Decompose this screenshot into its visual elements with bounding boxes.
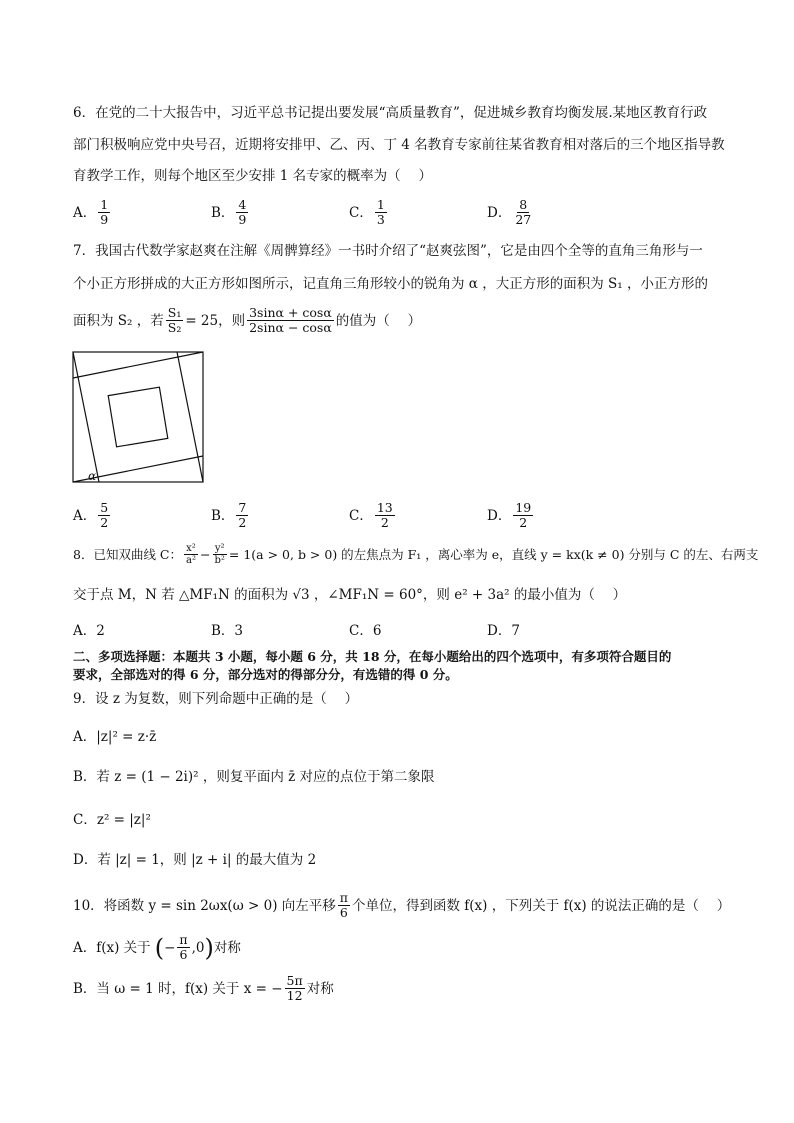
q6-line2: 部门积极响应党中央号召，近期将安排甲、乙、丙、丁 4 名教育专家前往某省教育相对落后的三个地区指导教	[73, 137, 725, 153]
q7-option-d-label: D．	[487, 507, 512, 524]
q7-option-c-num: 13	[376, 500, 393, 515]
q7-option-c-label: C．	[349, 507, 373, 524]
q10-option-a-sign: −	[164, 939, 176, 956]
q8-option-a: A．2	[73, 623, 105, 639]
triangle-line-4	[73, 352, 99, 482]
q7-line3-b: = 25，则	[185, 312, 246, 329]
q10-option-a-text: A．f(x) 关于	[73, 939, 151, 956]
section2-heading-line1: 二、多项选择题：本题共 3 小题，每小题 6 分，共 18 分，在每小题给出的四个选项中，有多项符合题目的	[73, 649, 672, 664]
q7-expr-fraction	[247, 306, 334, 335]
q7-ratio-den: S₂	[167, 320, 182, 335]
q7-option-d	[487, 501, 535, 530]
q10-option-b-num: 5π	[286, 973, 303, 988]
triangle-line-2	[177, 352, 203, 482]
q6-option-a-label: A．	[73, 204, 97, 221]
q7-option-a-den: 2	[100, 515, 109, 530]
q10-shift-num: π	[339, 890, 348, 905]
q7-option-c-value	[375, 501, 395, 530]
q8-line1-b: = 1(a > 0, b > 0) 的左焦点为 F₁ ，离心率为 e，直线 y = kx(k ≠ 0) 分别与 C 的左、右两支	[228, 546, 759, 562]
q10-stem-a: 10．将函数 y = sin 2ωx(ω > 0) 向左平移	[73, 897, 336, 914]
q7-line2: 个小正方形拼成的大正方形如图所示，记直角三角形较小的锐角为 α ，大正方形的面积为 S₁ ，小正方形的	[73, 276, 708, 292]
q6-option-d-label: D．	[487, 204, 512, 221]
q10-option-a-den: 6	[179, 947, 188, 962]
q8-x-fraction	[184, 543, 198, 566]
q7-option-b	[211, 501, 250, 530]
q10-stem	[73, 891, 730, 920]
q7-option-d-value	[513, 501, 533, 530]
q8-y-den: b²	[214, 555, 225, 566]
q6-option-b-num: 4	[238, 197, 247, 212]
q10-stem-b: 个单位，得到函数 f(x) ，下列关于 f(x) 的说法正确的是（ ）	[351, 897, 731, 914]
q10-option-a-paren-open: (	[154, 933, 165, 962]
q7-ratio-fraction	[166, 306, 184, 335]
q10-option-b-den: 12	[286, 988, 303, 1003]
q7-option-c-den: 2	[380, 515, 389, 530]
q6-option-d	[487, 198, 535, 227]
q6-option-b	[211, 198, 250, 227]
q10-shift-den: 6	[339, 905, 348, 920]
zhao-shuang-diagram	[70, 349, 208, 485]
q8-option-d: D．7	[487, 623, 520, 639]
q6-option-c	[349, 198, 389, 227]
q10-option-a-rest: ,0	[191, 939, 205, 956]
q6-option-a-num: 1	[100, 197, 109, 212]
q6-option-a	[73, 198, 112, 227]
q6-option-b-label: B．	[211, 204, 235, 221]
q6-option-c-label: C．	[349, 204, 373, 221]
q10-option-b-text: B．当 ω = 1 时，f(x) 关于 x = −	[73, 980, 283, 997]
q7-line3-a: 面积为 S₂ ，若	[73, 312, 164, 329]
q7-expr-num: 3sinα + cosα	[249, 305, 332, 320]
q6-option-d-value	[513, 198, 533, 227]
triangle-line-3	[73, 352, 203, 378]
q7-option-b-den: 2	[238, 515, 247, 530]
q8-option-b: B．3	[211, 623, 244, 639]
q8-option-c: C．6	[349, 623, 382, 639]
q7-expr-den: 2sinα − cosα	[249, 320, 332, 335]
q10-option-a-suffix: 对称	[213, 939, 241, 956]
q7-ratio-num: S₁	[167, 305, 182, 320]
q7-option-c	[349, 501, 397, 530]
q10-option-b-suffix: 对称	[306, 980, 334, 997]
q8-y-num: y²	[214, 543, 225, 554]
q8-minus: −	[199, 546, 211, 562]
alpha-label: α	[88, 469, 97, 483]
q9-option-c: C．z² = |z|²	[73, 812, 151, 828]
q7-line3-c: 的值为（ ）	[335, 312, 422, 329]
section2-heading-line2: 要求，全部选对的得 6 分，部分选对的得部分分，有选错的得 0 分。	[73, 667, 458, 682]
q8-y-fraction	[212, 543, 226, 566]
q10-shift-fraction	[338, 891, 350, 920]
q10-option-a-num: π	[179, 932, 188, 947]
q6-option-c-value	[375, 198, 387, 227]
q7-option-b-num: 7	[238, 500, 247, 515]
q9-option-b: B．若 z = (1 − 2i)² ，则复平面内 z̄ 对应的点位于第二象限	[73, 769, 435, 785]
q8-line2: 交于点 M，N 若 △MF₁N 的面积为 √3 ，∠MF₁N = 60°，则 e² + 3a² 的最小值为（ ）	[73, 587, 627, 603]
q10-option-a	[73, 933, 241, 962]
q7-line3	[73, 306, 421, 335]
q10-option-b	[73, 974, 334, 1003]
q6-option-c-num: 1	[376, 197, 385, 212]
q10-option-a-fraction	[177, 933, 189, 962]
q6-option-d-num: 8	[519, 197, 528, 212]
large-square	[73, 352, 203, 482]
q9-stem: 9．设 z 为复数，则下列命题中正确的是（ ）	[73, 691, 359, 707]
q7-option-a-num: 5	[100, 500, 109, 515]
q7-option-b-value	[236, 501, 248, 530]
q7-option-a	[73, 501, 112, 530]
q6-option-b-value	[236, 198, 248, 227]
q7-option-a-label: A．	[73, 507, 97, 524]
q9-option-d: D．若 |z| = 1，则 |z + i| 的最大值为 2	[73, 852, 317, 868]
q6-line3: 育教学工作，则每个地区至少安排 1 名专家的概率为（ ）	[73, 168, 432, 184]
q6-option-b-den: 9	[238, 212, 247, 227]
q10-option-a-paren-close: )	[204, 933, 214, 962]
q7-option-b-label: B．	[211, 507, 235, 524]
q8-line1	[73, 543, 758, 566]
q7-option-d-den: 2	[519, 515, 528, 530]
q6-option-a-den: 9	[100, 212, 109, 227]
small-square	[108, 387, 168, 447]
q7-option-d-num: 19	[515, 500, 532, 515]
q6-line1: 6．在党的二十大报告中，习近平总书记提出要发展“高质量教育”，促进城乡教育均衡发展.某地区教育行政	[73, 105, 708, 121]
q6-option-d-den: 27	[515, 212, 532, 227]
q7-option-a-value	[98, 501, 110, 530]
q8-x-den: a²	[186, 555, 196, 566]
q7-line1: 7．我国古代数学家赵爽在注解《周髀算经》一书时介绍了“赵爽弦图”，它是由四个全等的直角三角形与一	[73, 243, 703, 259]
q9-option-a: A．|z|² = z·z̄	[73, 729, 157, 745]
q6-option-a-value	[98, 198, 110, 227]
q10-option-b-fraction	[285, 974, 305, 1003]
q6-option-c-den: 3	[376, 212, 385, 227]
q8-x-num: x²	[186, 543, 196, 554]
q8-line1-a: 8．已知双曲线 C：	[73, 546, 182, 562]
